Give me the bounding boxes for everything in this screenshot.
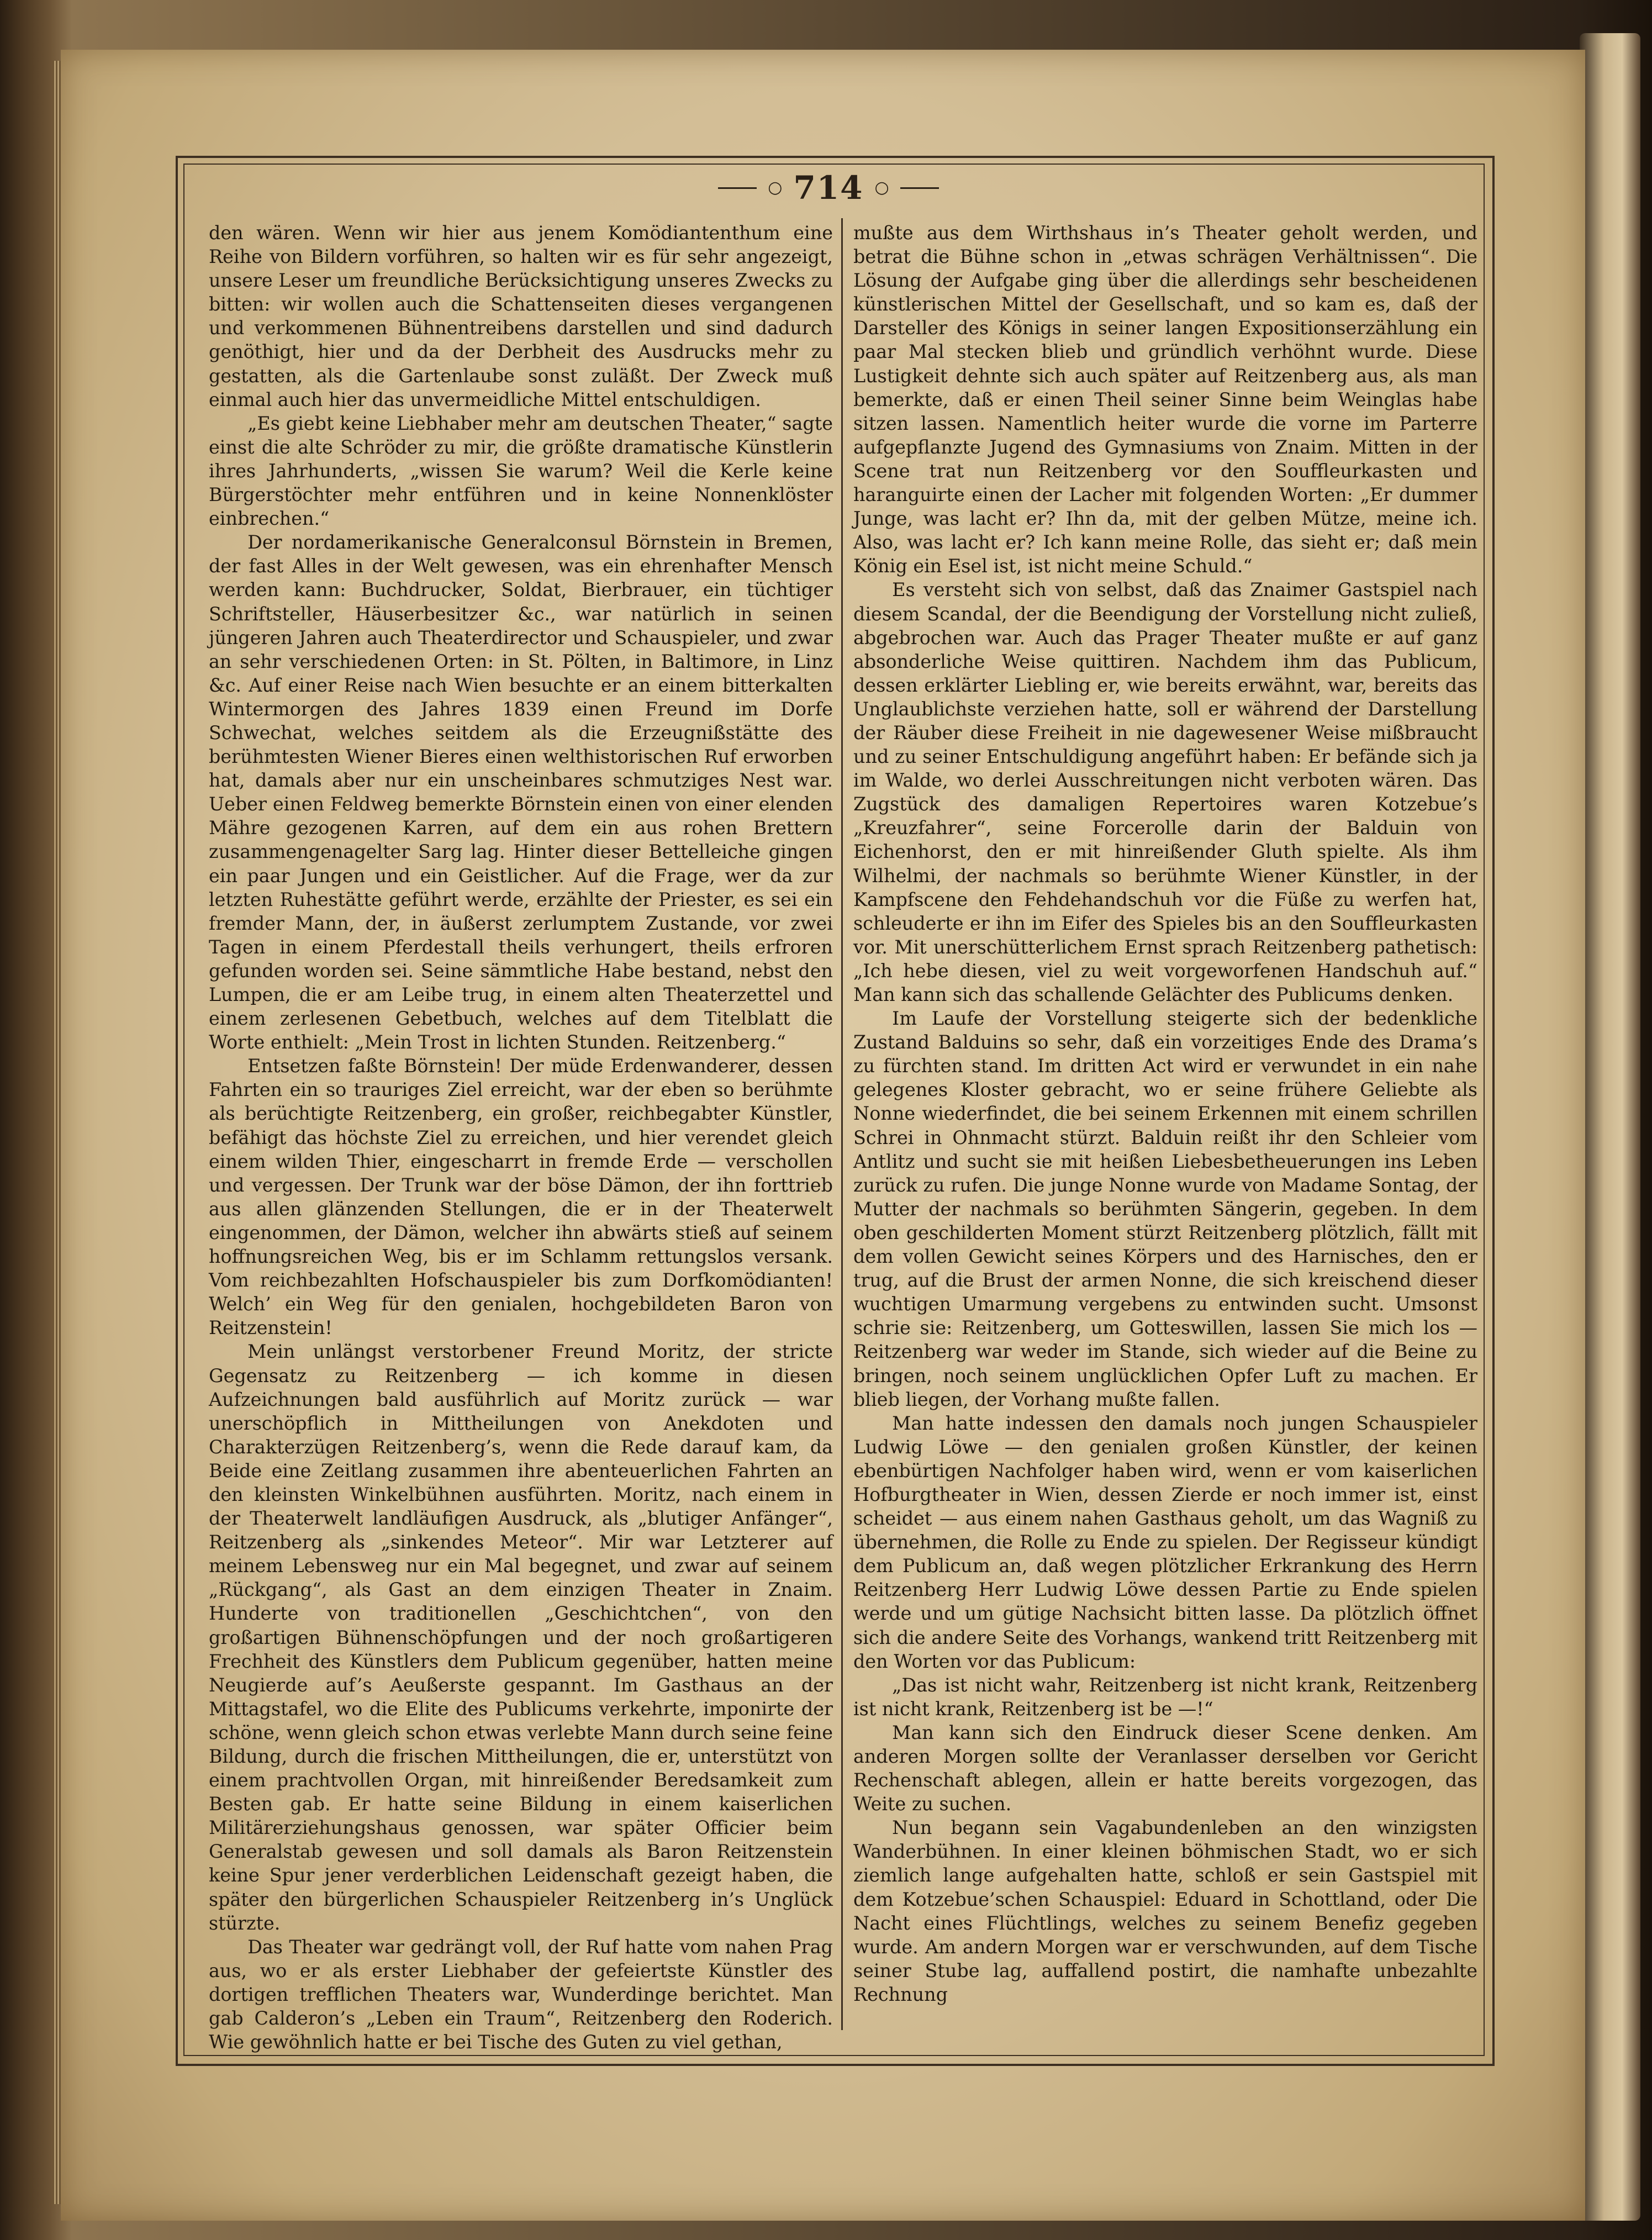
column-divider	[841, 218, 843, 2030]
paragraph: Entsetzen faßte Börnstein! Der müde Erdenwanderer, dessen Fahrten ein so trauriges Ziel erreicht, war der eben so berühmte als berüchtigte Reitzenberg, ein großer, reichbegabter Künstler, befähigt das höchste Ziel zu erreichen, und hier verendet gleich einem wilden Thier, eingescharrt in fremde Erde — verschollen und vergessen. Der Trunk war der böse Dämon, der ihn forttrieb aus allen glänzenden Stellungen, die er in der Theaterwelt eingenommen, der Dämon, welcher ihn abwärts stieß auf seinem hoffnungsreichen Weg, bis er im Schlamm rettungslos versank. Vom reichbezahlten Hofschauspieler bis zum Dorfkomödianten! Welch’ ein Weg für den genialen, hochgebildeten Baron von Reitzenstein!	[209, 1055, 833, 1339]
paragraph: Man hatte indessen den damals noch jungen Schauspieler Ludwig Löwe — den genialen großen Künstler, der keinen ebenbürtigen Nachfolger haben wird, wenn er vom kaiserlichen Hofburgtheater in Wien, dessen Zierde er noch immer ist, einst scheidet — aus einem nahen Gasthaus geholt, um das Wagniß zu übernehmen, die Rolle zu Ende zu spielen. Der Regisseur kündigt dem Publicum an, daß wegen plötzlicher Erkrankung des Herrn Reitzenberg Herr Ludwig Löwe dessen Partie zu Ende spielen werde und um gütige Nachsicht bitten lasse. Da plötzlich öffnet sich die andere Seite des Vorhangs, wankend tritt Reitzenberg mit den Worten vor das Publicum:	[853, 1412, 1477, 1672]
header-rule-left	[718, 187, 757, 189]
paragraph: den wären. Wenn wir hier aus jenem Komödiantenthum eine Reihe von Bildern vorführen, so halten wir es für sehr angezeigt, unsere Leser um freundliche Berücksichtigung unseres Zwecks zu bitten: wir wollen auch die Schattenseiten dieses vergangenen und verkommenen Bühnentreibens darstellen und sind dadurch genöthigt, hier und da der Derbheit des Ausdrucks mehr zu gestatten, als die Gartenlaube sonst zuläßt. Der Zweck muß einmal auch hier das unvermeidliche Mittel entschuldigen.	[209, 222, 833, 410]
header-ornament-left: ○	[768, 178, 783, 197]
paragraph: Mein unlängst verstorbener Freund Moritz, der stricte Gegensatz zu Reitzenberg — ich komme in diesen Aufzeichnungen bald ausführlich auf Moritz zurück — war unerschöpflich in Mittheilungen von Anekdoten und Charakterzügen Reitzenberg’s, wenn die Rede darauf kam, da Beide eine Zeitlang zusammen ihre abenteuerlichen Fahrten an den kleinsten Winkelbühnen ausführten. Moritz, nach einem in der Theaterwelt landläufigen Ausdruck, als „blutiger Anfänger“, Reitzenberg als „sinkendes Meteor“. Mir war Letzterer auf meinem Lebensweg nur ein Mal begegnet, und zwar auf seinem „Rückgang“, als Gast an dem einzigen Theater in Znaim. Hunderte von traditionellen „Geschichtchen“, von den großartigen Bühnenschöpfungen und der noch großartigeren Frechheit des Künstlers dem Publicum gegenüber, hatten meine Neugierde auf’s Aeußerste gespannt. Im Gasthaus an der Mittagstafel, wo die Elite des Publicums verkehrte, imponirte der schöne, wenn gleich schon etwas verlebte Mann durch seine feine Bildung, durch die frischen Mittheilungen, die er, unterstützt von einem prachtvollen Organ, mit hinreißender Beredsamkeit zum Besten gab. Er hatte seine Bildung in einem kaiserlichen Militärerziehungshaus genossen, war später Officier beim Generalstab gewesen und soll damals als Baron Reitzenstein keine Spur jener verderblichen Leidenschaft gezeigt haben, die später den bürgerlichen Schauspieler Reitzenberg in’s Unglück stürzte.	[209, 1341, 833, 1934]
text-column-left	[209, 221, 833, 2053]
header-ornament-right: ○	[874, 178, 889, 197]
paragraph: Nun begann sein Vagabundenleben an den winzigsten Wanderbühnen. In einer kleinen böhmischen Stadt, wo er sich ziemlich lange aufgehalten hatte, schloß er sein Gastspiel mit dem Kotzebue’schen Schauspiel: Eduard in Schottland, oder Die Nacht eines Flüchtlings, welches zu seinem Benefiz gegeben wurde. Am andern Morgen war er verschwunden, auf dem Tische seiner Stube lag, auffallend postirt, die namhafte unbezahlte Rechnung	[853, 1817, 1477, 2005]
paragraph: Das Theater war gedrängt voll, der Ruf hatte vom nahen Prag aus, wo er als erster Liebhaber der gefeiertste Künstler des dortigen trefflichen Theaters war, Wunderdinge berichtet. Man gab Calderon’s „Leben ein Traum“, Reitzenberg den Roderich. Wie gewöhnlich hatte er bei Tische des Guten zu viel gethan,	[209, 1936, 833, 2053]
paragraph: Im Laufe der Vorstellung steigerte sich der bedenkliche Zustand Balduins so sehr, daß ein vorzeitiges Ende des Drama’s zu fürchten stand. Im dritten Act wird er verwundet in ein nahe gelegenes Kloster gebracht, wo er seine frühere Geliebte als Nonne wiederfindet, die bei seinem Erkennen mit einem schrillen Schrei in Ohnmacht stürzt. Balduin reißt ihr den Schleier vom Antlitz und sucht sie mit heißen Liebesbetheuerungen ins Leben zurück zu rufen. Die junge Nonne wurde von Madame Sontag, der Mutter der nachmals so berühmten Sängerin, gegeben. In dem oben geschilderten Moment stürzt Reitzenberg plötzlich, fällt mit dem vollen Gewicht seines Körpers und des Harnisches, den er trug, auf die Brust der armen Nonne, die sich kreischend dieser wuchtigen Umarmung vergebens zu entwinden sucht. Umsonst schrie sie: Reitzenberg, um Gotteswillen, lassen Sie mich los — Reitzenberg war weder im Stande, sich wieder auf die Beine zu bringen, noch seinem unglücklichen Opfer Luft zu machen. Er blieb liegen, der Vorhang mußte fallen.	[853, 1008, 1477, 1410]
paragraph: „Das ist nicht wahr, Reitzenberg ist nicht krank, Reitzenberg ist nicht krank, Reitzenberg ist be —!“	[853, 1674, 1477, 1720]
text-column-right	[853, 221, 1477, 2022]
page-number: 714	[793, 169, 864, 207]
paragraph: „Es giebt keine Liebhaber mehr am deutschen Theater,“ sagte einst die alte Schröder zu mir, die größte dramatische Künstlerin ihres Jahrhunderts, „wissen Sie warum? Weil die Kerle keine Bürgerstöchter mehr entführen und in keine Nonnenklöster einbrechen.“	[209, 412, 833, 530]
paragraph: mußte aus dem Wirthshaus in’s Theater geholt werden, und betrat die Bühne schon in „etwas schrägen Verhältnissen“. Die Lösung der Aufgabe ging über die allerdings sehr bescheidenen künstlerischen Mittel der Gesellschaft, und so kam es, daß der Darsteller des Königs in seiner langen Expositionserzählung ein paar Mal stecken blieb und gründlich verhöhnt wurde. Diese Lustigkeit dehnte sich auch später auf Reitzenberg aus, als man bemerkte, daß er einen Theil seiner Sinne beim Weinglas habe sitzen lassen. Namentlich heiter wurde die vorne im Parterre aufgepflanzte Jugend des Gymnasiums von Znaim. Mitten in der Scene trat nun Reitzenberg vor den Souffleurkasten und haranguirte einen der Lacher mit folgenden Worten: „Er dummer Junge, was lacht er? Ihn da, mit der gelben Mütze, meine ich. Also, was lacht er? Ich kann meine Rolle, das sieht er; daß mein König ein Esel ist, ist nicht meine Schuld.“	[853, 222, 1477, 577]
paragraph: Der nordamerikanische Generalconsul Börnstein in Bremen, der fast Alles in der Welt gewesen, was ein ehrenhafter Mensch werden kann: Buchdrucker, Soldat, Bierbrauer, ein tüchtiger Schriftsteller, Häuserbesitzer &c., war natürlich in seinen jüngeren Jahren auch Theaterdirector und Schauspieler, und zwar an sehr verschiedenen Orten: in St. Pölten, in Baltimore, in Linz &c. Auf einer Reise nach Wien besuchte er an einem bitterkalten Wintermorgen des Jahres 1839 einen Freund im Dorfe Schwechat, welches seitdem als die Erzeugnißstätte des berühmtesten Wiener Bieres einen welthistorischen Ruf erworben hat, damals aber nur ein unscheinbares schmutziges Nest war. Ueber einen Feldweg bemerkte Börnstein einen von einer elenden Mähre gezogenen Karren, auf dem ein aus rohen Brettern zusammengenagelter Sarg lag. Hinter dieser Bettelleiche gingen ein paar Jungen und ein Geistlicher. Auf die Frage, wer da zur letzten Ruhestätte geführt werde, erzählte der Priester, es sei ein fremder Mann, der, in äußerst zerlumptem Zustande, vor zwei Tagen in einem Pferdestall theils verhungert, theils erfroren gefunden worden sei. Seine sämmtliche Habe bestand, nebst den Lumpen, die er am Leibe trug, in einem alten Theaterzettel und einem zerlesenen Gebetbuch, welches auf dem Titelblatt die Worte enthielt: „Mein Trost in lichten Stunden. Reitzenberg.“	[209, 531, 833, 1053]
header-rule-right	[900, 187, 939, 189]
page-header	[663, 166, 994, 210]
paragraph: Man kann sich den Eindruck dieser Scene denken. Am anderen Morgen sollte der Veranlasser derselben vor Gericht Rechenschaft ablegen, allein er hatte bereits vorgezogen, das Weite zu suchen.	[853, 1721, 1477, 1815]
paragraph: Es versteht sich von selbst, daß das Znaimer Gastspiel nach diesem Scandal, der die Beendigung der Vorstellung nicht zuließ, abgebrochen war. Auch das Prager Theater mußte er auf ganz absonderliche Weise quittiren. Nachdem ihm das Publicum, dessen erklärter Liebling er, wie bereits erwähnt, war, bereits das Unglaublichste verziehen hatte, soll er während der Darstellung der Räuber diese Freiheit in nie dagewesener Weise mißbraucht und zu seiner Entschuldigung angeführt haben: Er befände sich ja im Walde, wo derlei Ausschreitungen nicht verboten wären. Das Zugstück des damaligen Repertoires waren Kotzebue’s „Kreuzfahrer“, seine Forcerolle darin der Balduin von Eichenhorst, den er mit hinreißender Gluth spielte. Als ihm Wilhelmi, der nachmals so berühmte Wiener Künstler, in der Kampfscene den Fehdehandschuh vor die Füße zu werfen hat, schleuderte er ihn im Eifer des Spieles bis an den Souffleurkasten vor. Mit unerschütterlichem Ernst sprach Reitzenberg pathetisch: „Ich hebe diesen, viel zu weit vorgeworfenen Handschuh auf.“ Man kann sich das schallende Gelächter des Publicums denken.	[853, 579, 1477, 1005]
next-page-edge	[1580, 33, 1640, 2221]
